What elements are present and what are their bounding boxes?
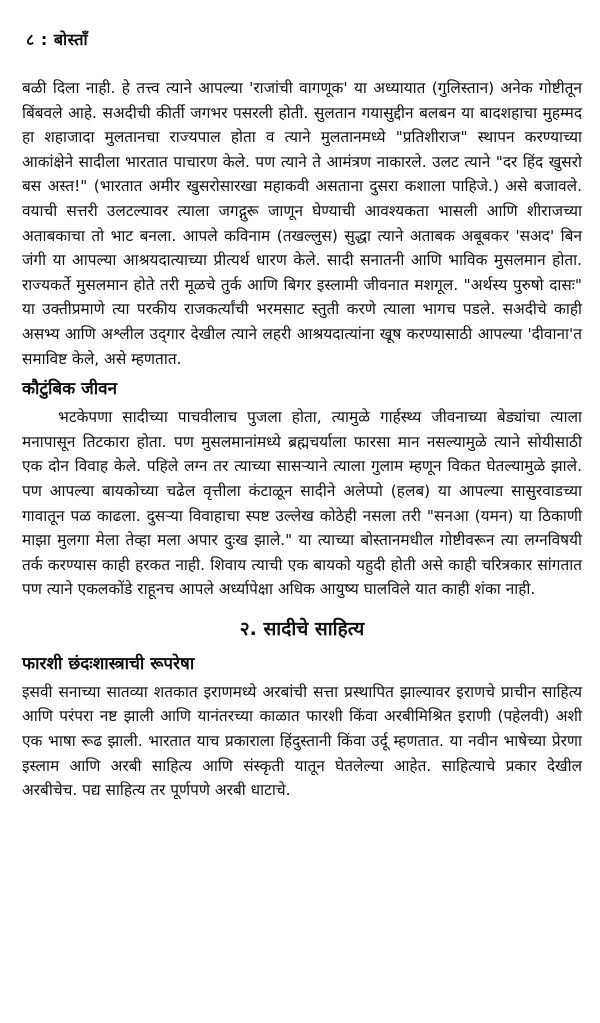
chapter-heading: २. सादीचे साहित्य	[239, 617, 365, 640]
paragraph-2: भटकेपणा सादीच्या पाचवीलाच पुजला होता, त्यामुळे गार्हस्थ्य जीवनाच्या बेड्यांचा त्याला मनापासून तिटकारा होता. पण मुसलमानांमध्ये ब्रह्मचर्याला फारसा मान नसल्यामुळे त्याने सोयीसाठी एक दोन विवाह केले. पहिले लग्न तर त्याच्या सासऱ्याने त्याला गुलाम म्हणून विकत घेतल्यामुळे झाले. पण आपल्या बायकोच्या चढेल वृत्तीला कंटाळून सादीने अलेप्पो (हलब) या आपल्या सासुरवाडच्या गावातून पळ काढला. दुसऱ्या विवाहाचा स्पष्ट उल्लेख कोठेही नसला तरी "सनआ (यमन) या ठिकाणी माझा मुलगा मेला तेव्हा मला अपार दुःख झाले." या त्याच्या बोस्तानमधील गोष्टीवरून त्या लग्नविषयी तर्क करण्यास काही हरकत नाही. शिवाय त्याची एक बायको यहुदी होती असे काही चरित्रकार सांगतात पण त्याने एकलकोंडे राहूनच आपले अर्ध्यापेक्षा अधिक आयुष्य घालविले यात काही शंका नाही.	[22, 408, 582, 599]
section-heading-prosody: फारशी छंदःशास्त्राची रूपरेषा	[22, 653, 195, 674]
section-heading-family-life: कौटुंबिक जीवन	[22, 379, 118, 400]
running-head: ८ : बोस्ताँ	[26, 30, 89, 49]
paragraph-1: बळी दिला नाही. हे तत्त्व त्याने आपल्या 'राजांची वागणूक' या अध्यायात (गुलिस्तान) अनेक गोष्टीतून बिंबवले आहे. सअदीची कीर्ती जगभर पसरली होती. सुलतान गयासुद्दीन बलबन या बादशहाचा मुहम्मद हा शहाजादा मुलतानचा राज्यपाल होता व त्याने मुलतानमध्ये "प्रतिशीराज" स्थापन करण्याच्या आकांक्षेने सादीला भारतात पाचारण केले. पण त्याने ते आमंत्रण नाकारले. उलट त्याने "दर हिंद खुसरो बस अस्त!" (भारतात अमीर खुसरोसारखा महाकवी असताना दुसरा कशाला पाहिजे.) असे बजावले. वयाची सत्तरी उलटल्यावर त्याला जगद्गुरू जाणून घेण्याची आवश्यकता भासली आणि शीराजच्या अताबकाचा तो भाट बनला. आपले कविनाम (तखल्लुस) सुद्धा त्याने अताबक अबूबकर 'सअद' बिन जंगी या आपल्या आश्रयदात्याच्या प्रीत्यर्थ धारण केले. सादी सनातनी आणि भाविक मुसलमान होता. राज्यकर्ते मुसलमान होते तरी मूळचे तुर्क आणि बिगर इस्लामी जीवनात मशगूल. "अर्थस्य पुरुषो दासः" या उक्तीप्रमाणे त्या परकीय राजकर्त्यांची भरमसाट स्तुती करणे त्याला भागच पडले. सअदीचे काही असभ्य आणि अश्लील उद्‌गार देखील त्याने लहरी आश्रयदात्यांना खूष करण्यासाठी आपल्या 'दीवाना'त समाविष्ट केले, असे म्हणतात.	[22, 79, 582, 368]
paragraph-3: इसवी सनाच्या सातव्या शतकात इराणमध्ये अरबांची सत्ता प्रस्थापित झाल्यावर इराणचे प्राचीन साहित्य आणि परंपरा नष्ट झाली आणि यानंतरच्या काळात फारशी किंवा अरबीमिश्रित इराणी (पहेलवी) अशी एक भाषा रूढ झाली. भारतात याच प्रकाराला हिंदुस्तानी किंवा उर्दू म्हणतात. या नवीन भाषेच्या प्रेरणा इस्लाम आणि अरबी साहित्य आणि संस्कृती यातून घेतलेल्या आहेत. साहित्याचे प्रकार देखील अरबीचेच. पद्य साहित्य तर पूर्णपणे अरबी धाटाचे.	[22, 682, 582, 800]
